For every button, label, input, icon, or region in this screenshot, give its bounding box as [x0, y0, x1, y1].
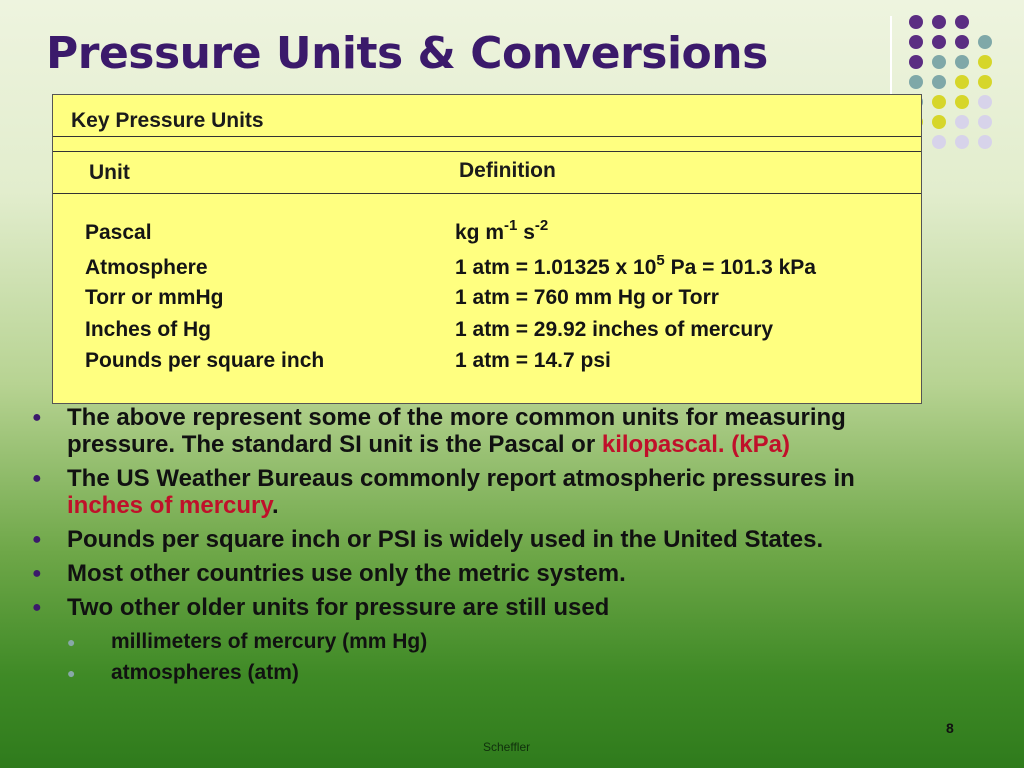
column-header-unit: Unit [89, 161, 130, 184]
table-row [53, 217, 921, 251]
table-row [53, 252, 921, 286]
decorative-dot [909, 15, 923, 29]
bullet-icon: ● [32, 565, 42, 582]
unit-name: Atmosphere [85, 256, 208, 279]
decorative-dot [978, 135, 992, 149]
unit-definition: 1 atm = 14.7 psi [455, 349, 611, 372]
pressure-units-table [52, 94, 922, 404]
bullet-item: ● The above represent some of the more common units for measuring pressure. The standard SI unit is the Pascal or kilopascal. (kPa) [32, 404, 846, 458]
unit-name: Inches of Hg [85, 318, 212, 341]
table-row [53, 349, 921, 379]
title-divider [890, 16, 892, 94]
decorative-dot [932, 55, 946, 69]
bullet-item: ● Pounds per square inch or PSI is widely used in the United States. [32, 526, 824, 553]
unit-definition: 1 atm = 760 mm Hg or Torr [455, 286, 719, 309]
table-heading: Key Pressure Units [71, 109, 264, 132]
decorative-dot [932, 75, 946, 89]
decorative-dot [932, 135, 946, 149]
decorative-dot [978, 35, 992, 49]
decorative-dot [955, 95, 969, 109]
sub-bullet-icon: ● [67, 634, 76, 650]
decorative-dot [955, 35, 969, 49]
column-header-definition: Definition [459, 159, 556, 182]
bullet-icon: ● [32, 470, 42, 487]
highlighted-term: kilopascal. (kPa) [601, 431, 790, 458]
bullet-item: ● Most other countries use only the metric system. [32, 560, 626, 587]
table-rule [53, 193, 921, 194]
bullet-list [30, 404, 910, 690]
decorative-dot [978, 95, 992, 109]
decorative-dot [932, 115, 946, 129]
page-number: 8 [946, 720, 954, 736]
footer-author: Scheffler [483, 740, 531, 754]
decorative-dot [955, 115, 969, 129]
table-row [53, 318, 921, 348]
unit-definition: 1 atm = 1.01325 x $10^5$ Pa = 101.3 kPa [455, 252, 816, 279]
decorative-dot [955, 75, 969, 89]
bullet-icon: ● [32, 599, 42, 616]
sub-bullet-icon: ● [67, 665, 76, 681]
unit-name: Pounds per square inch [85, 349, 325, 372]
unit-name: Pascal [85, 221, 152, 244]
decorative-dot [909, 35, 923, 49]
bullet-item: ● Two other older units for pressure are still used [32, 594, 610, 621]
table-rule [53, 136, 921, 137]
decorative-dot [909, 75, 923, 89]
slide-title: Pressure Units & Conversions [46, 28, 768, 79]
decorative-dot-grid [906, 10, 1016, 170]
decorative-dot [932, 35, 946, 49]
unit-definition: 1 atm = 29.92 inches of mercury [455, 318, 774, 341]
decorative-dot [955, 15, 969, 29]
table-row [53, 286, 921, 316]
decorative-dot [978, 75, 992, 89]
bullet-icon: ● [32, 531, 42, 548]
decorative-dot [909, 55, 923, 69]
decorative-dot [955, 135, 969, 149]
highlighted-term: inches of mercury [67, 492, 272, 519]
unit-definition: kg $m^{-1}$ $s^{-2}$ [455, 217, 549, 244]
bullet-item: ● The US Weather Bureaus commonly report atmospheric pressures in inches of mercury. [32, 465, 855, 519]
unit-name: Torr or mmHg [85, 286, 224, 309]
decorative-dot [978, 115, 992, 129]
decorative-dot [978, 55, 992, 69]
decorative-dot [932, 95, 946, 109]
bullet-icon: ● [32, 409, 42, 426]
sub-bullet-item: ● atmospheres (atm) [30, 659, 910, 687]
table-rule [53, 151, 921, 152]
decorative-dot [932, 15, 946, 29]
decorative-dot [955, 55, 969, 69]
sub-bullet-item: ● millimeters of mercury (mm Hg) [30, 628, 910, 656]
